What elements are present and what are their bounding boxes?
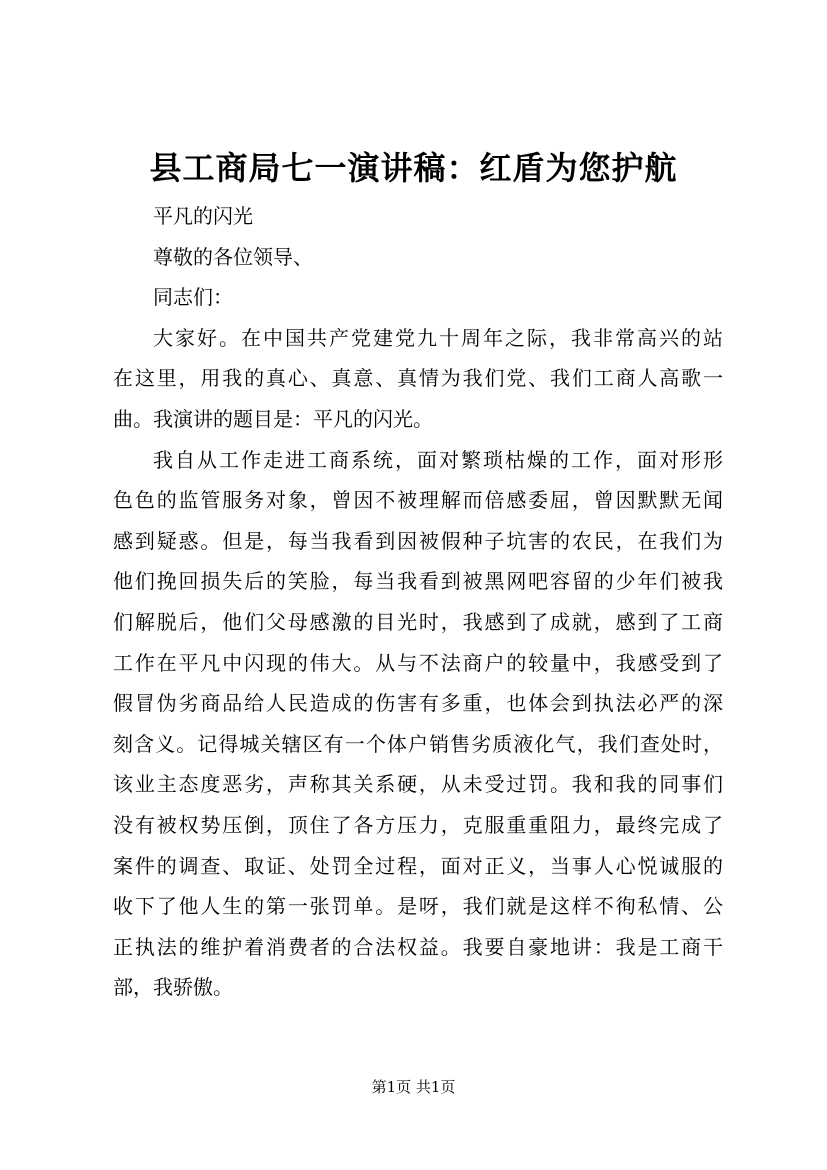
salutation-line: 同志们： [153,285,233,310]
paragraph-line: 色色的监管服务对象，曾因不被理解而倍感委屈，曾因默默无闻 [113,488,723,513]
document-title: 县工商局七一演讲稿：红盾为您护航 [149,149,678,187]
paragraph-line: 部，我骄傲。 [113,975,233,1000]
paragraph-line: 大家好。在中国共产党建党九十周年之际，我非常高兴的站 [153,325,723,350]
paragraph-line: 没有被权势压倒，顶住了各方压力，克服重重阻力，最终完成了 [113,812,723,837]
page-footer: 第1页 共1页 [371,1078,456,1096]
paragraph-line: 该业主态度恶劣，声称其关系硬，从未受过罚。我和我的同事们 [113,772,723,797]
paragraph-line: 假冒伪劣商品给人民造成的伤害有多重，也体会到执法必严的深 [113,691,723,716]
document-body [113,196,723,1008]
paragraph-line: 曲。我演讲的题目是：平凡的闪光。 [113,406,433,431]
paragraph-line: 案件的调查、取证、处罚全过程，面对正义，当事人心悦诚服的 [113,853,723,878]
salutation-line: 尊敬的各位领导、 [153,244,313,269]
paragraph-line: 他们挽回损失后的笑脸，每当我看到被黑网吧容留的少年们被我 [113,569,723,594]
paragraph-line: 感到疑惑。但是，每当我看到因被假种子坑害的农民，在我们为 [113,528,723,553]
paragraph-line: 工作在平凡中闪现的伟大。从与不法商户的较量中，我感受到了 [113,650,723,675]
paragraph-line: 我自从工作走进工商系统，面对繁琐枯燥的工作，面对形形 [153,447,723,472]
paragraph-line: 们解脱后，他们父母感激的目光时，我感到了成就，感到了工商 [113,609,723,634]
paragraph-line: 在这里，用我的真心、真意、真情为我们党、我们工商人高歌一 [113,366,723,391]
subtitle-line: 平凡的闪光 [153,204,253,228]
paragraph-line: 正执法的维护着消费者的合法权益。我要自豪地讲：我是工商干 [113,934,723,959]
paragraph-line: 刻含义。记得城关辖区有一个体户销售劣质液化气，我们查处时， [113,731,723,756]
paragraph-line: 收下了他人生的第一张罚单。是呀，我们就是这样不徇私情、公 [113,894,723,919]
